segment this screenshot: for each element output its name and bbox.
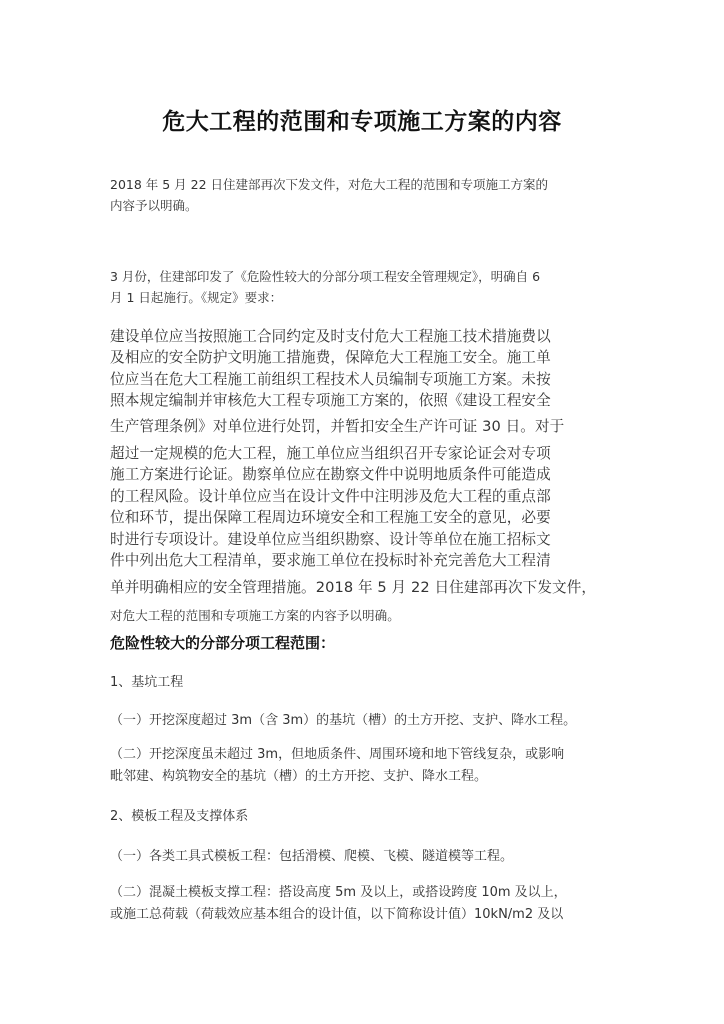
requirements-line: 超过一定规模的危大工程，施工单位应当组织召开专家论证会对专项 xyxy=(110,445,551,463)
list-item-line: （二）开挖深度虽未超过 3m，但地质条件、周围环境和地下管线复杂，或影响 xyxy=(110,747,565,762)
list-item-line: （二）混凝土模板支撑工程：搭设高度 5m 及以上，或搭设跨度 10m 及以上， xyxy=(110,885,567,900)
requirements-line: 照本规定编制并审核危大工程专项施工方案的，依照《建设工程安全 xyxy=(110,392,551,410)
list-item: 2、模板工程及支撑体系 xyxy=(110,809,249,824)
list-item-line: 或施工总荷载（荷载效应基本组合的设计值，以下简称设计值）10kN/m2 及以 xyxy=(110,907,564,922)
section-heading: 危险性较大的分部分项工程范围： xyxy=(110,634,336,652)
requirements-line: 及相应的安全防护文明施工措施费，保障危大工程施工安全。施工单 xyxy=(110,349,551,367)
list-item: （一）开挖深度超过 3m（含 3m）的基坑（槽）的土方开挖、支护、降水工程。 xyxy=(110,713,577,728)
intro-line-1: 2018 年 5 月 22 日住建部再次下发文件，对危大工程的范围和专项施工方案的 xyxy=(110,177,549,192)
requirements-line: 时进行专项设计。建设单位应当组织勘察、设计等单位在施工招标文 xyxy=(110,530,551,548)
regulation-paragraph xyxy=(110,266,620,308)
requirements-line: 单并明确相应的安全管理措施。2018 年 5 月 22 日住建部再次下发文件， xyxy=(110,579,597,597)
requirements-line: 建设单位应当按照施工合同约定及时支付危大工程施工技术措施费以 xyxy=(110,328,551,345)
requirements-line: 施工方案进行论证。勘察单位应在勘察文件中说明地质条件可能造成 xyxy=(110,466,551,484)
regulation-line-1: 3 月份，住建部印发了《危险性较大的分部分项工程安全管理规定》，明确自 6 xyxy=(110,269,541,284)
requirements-line: 的工程风险。设计单位应当在设计文件中注明涉及危大工程的重点部 xyxy=(110,487,551,505)
requirements-line: 件中列出危大工程清单，要求施工单位在投标时补充完善危大工程清 xyxy=(110,552,551,570)
requirements-line: 生产管理条例》对单位进行处罚，并暂扣安全生产许可证 30 日。对于 xyxy=(110,417,565,435)
regulation-line-2: 月 1 日起施行。《规定》要求： xyxy=(110,290,283,305)
requirements-tail: 对危大工程的范围和专项施工方案的内容予以明确。 xyxy=(110,607,400,623)
list-item: 1、基坑工程 xyxy=(110,675,184,690)
intro-paragraph xyxy=(110,174,620,216)
requirements-line: 位和环节，提出保障工程周边环境安全和工程施工安全的意见，必要 xyxy=(110,509,551,527)
page-title: 危大工程的范围和专项施工方案的内容 xyxy=(162,109,562,135)
list-item xyxy=(110,744,620,788)
requirements-paragraph xyxy=(110,326,620,626)
list-item xyxy=(110,882,620,926)
intro-line-2: 内容予以明确。 xyxy=(110,198,198,213)
list-item: （一）各类工具式模板工程：包括滑模、爬模、飞模、隧道模等工程。 xyxy=(110,849,514,864)
requirements-line: 位应当在危大工程施工前组织工程技术人员编制专项施工方案。未按 xyxy=(110,370,551,388)
list-item-line: 毗邻建、构筑物安全的基坑（槽）的土方开挖、支护、降水工程。 xyxy=(110,769,488,784)
